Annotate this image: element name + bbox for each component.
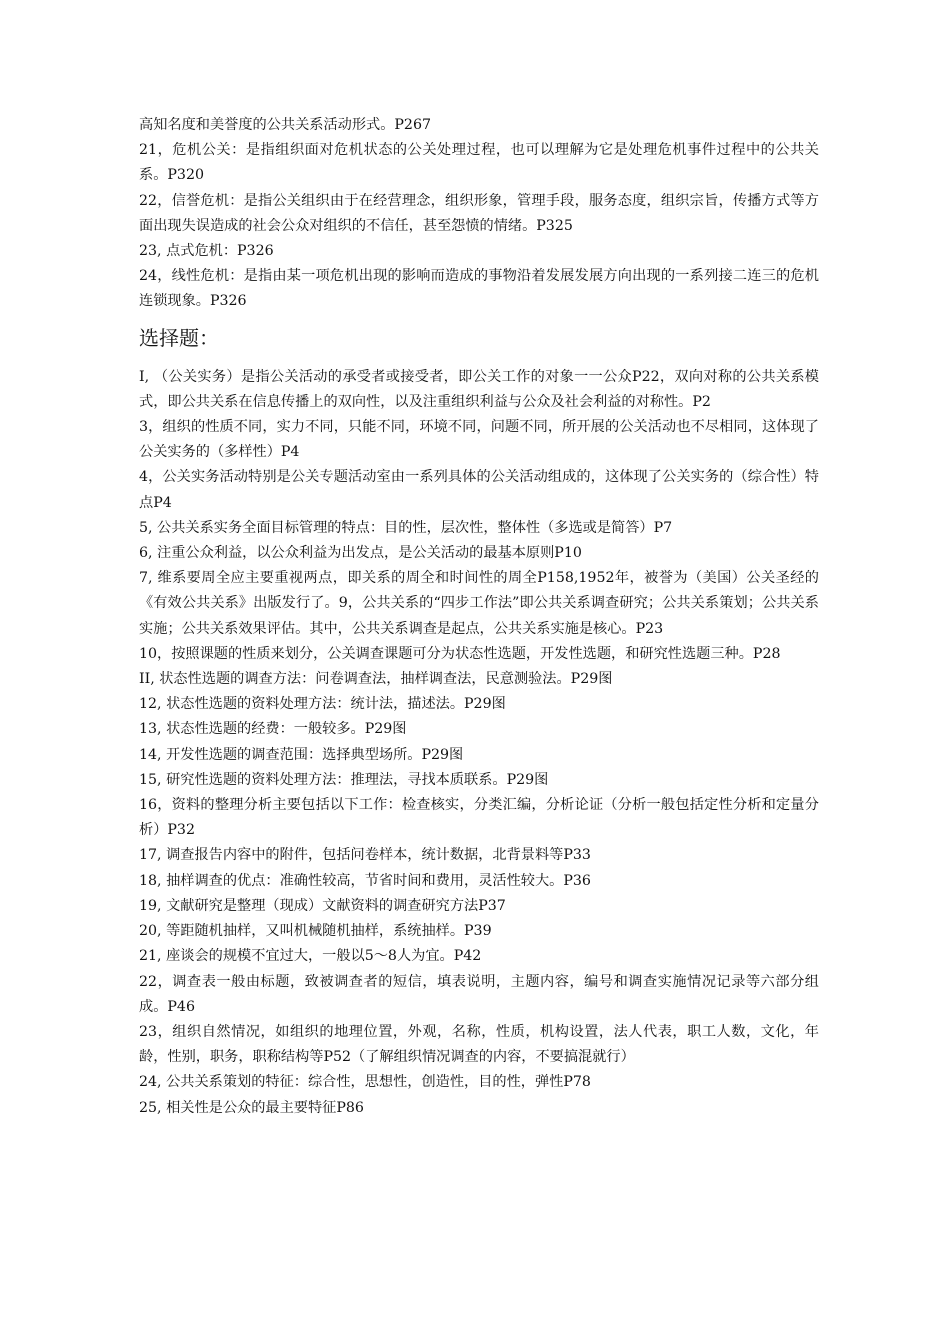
choice-item-14: 18, 抽样调查的优点：准确性较高，节省时间和费用，灵活性较大。P36 <box>139 872 591 889</box>
choice-item-7: II, 状态性选题的调查方法：问卷调查法，抽样调查法，民意测验法。P29图 <box>139 671 613 688</box>
choice-item-1: 3，组织的性质不同，实力不同，只能不同，环境不同，问题不同，所开展的公关活动也不尽相同，这体现了公关实务的（多样性）P4 <box>139 419 819 461</box>
choice-item-12: 16，资料的整理分析主要包括以下工作：检查核实，分类汇编，分析论证（分析一般包括定性分析和定量分析）P32 <box>139 797 819 839</box>
choice-item-9: 13, 状态性选题的经费：一般较多。P29图 <box>139 721 407 738</box>
section-heading-choice: 选择题： <box>139 325 219 350</box>
choice-item-4: 6, 注重公众利益，以公众利益为出发点，是公关活动的最基本原则P10 <box>139 545 582 562</box>
choice-item-17: 21, 座谈会的规模不宜过大，一般以5〜8人为宜。P42 <box>139 948 482 965</box>
choice-item-10: 14, 开发性选题的调查范围：选择典型场所。P29图 <box>139 746 464 763</box>
choice-item-0: I, （公关实务）是指公关活动的承受者或接受者，即公关工作的对象一一公众P22，双向对称的公共关系模式，即公共关系在信息传播上的双向性，以及注重组织利益与公众及社会利益的对称性。P2 <box>139 368 819 410</box>
choice-item-15: 19, 文献研究是整理（现成）文献资料的调查研究方法P37 <box>139 897 506 914</box>
choice-item-8: 12, 状态性选题的资料处理方法：统计法，描述法。P29图 <box>139 696 506 713</box>
paragraph-top-0: 高知名度和美誉度的公共关系活动形式。P267 <box>139 117 432 133</box>
choice-item-20: 24, 公共关系策划的特征：综合性，思想性，创造性，目的性，弹性P78 <box>139 1074 591 1091</box>
choice-item-18: 22，调查表一般由标题，致被调查者的短信，填表说明，主题内容，编号和调查实施情况记录等六部分组成。P46 <box>139 973 819 1015</box>
choice-item-5: 7, 维系要周全应主要重视两点，即关系的周全和时间性的周全P158,1952年，被誉为（美国）公关圣经的《有效公共关系》出版发行了。9，公共关系的“四步工作法”即公共关系调查研究；公共关系策划；公共关系实施；公共关系效果评估。其中，公共关系调查是起点，公共关系实施是核心。P23 <box>139 570 819 637</box>
paragraph-top-1: 21，危机公关：是指组织面对危机状态的公关处理过程，也可以理解为它是处理危机事件过程中的公共关系。P320 <box>139 142 819 184</box>
choice-item-16: 20, 等距随机抽样，又叫机械随机抽样，系统抽样。P39 <box>139 923 492 940</box>
choice-item-13: 17, 调查报告内容中的附件，包括问卷样本，统计数据，北背景料等P33 <box>139 847 591 864</box>
choice-section <box>139 365 819 1121</box>
choice-item-11: 15, 研究性选题的资料处理方法：推理法，寻找本质联系。P29图 <box>139 771 549 788</box>
paragraph-top-3: 23, 点式危机：P326 <box>139 243 274 260</box>
choice-item-19: 23，组织自然情况，如组织的地理位置，外观，名称，性质，机构设置，法人代表，职工人数，文化，年龄，性别，职务，职称结构等P52（了解组织情况调查的内容，不要搞混就行） <box>139 1023 819 1066</box>
choice-item-21: 25, 相关性是公众的最主要特征P86 <box>139 1099 364 1116</box>
paragraph-top-2: 22，信誉危机：是指公关组织由于在经营理念，组织形象，管理手段，服务态度，组织宗旨，传播方式等方面出现失误造成的社会公众对组织的不信任，甚至怨愤的情绪。P325 <box>139 192 819 234</box>
choice-item-3: 5, 公共关系实务全面目标管理的特点：目的性，层次性，整体性（多选或是简答）P7 <box>139 519 673 536</box>
paragraph-top-4: 24，线性危机：是指由某一项危机出现的影响而造成的事物沿着发展发展方向出现的一系列接二连三的危机连锁现象。P326 <box>139 268 819 310</box>
definitions-section <box>139 113 819 315</box>
choice-item-2: 4，公关实务活动特别是公关专题活动室由一系列具体的公关活动组成的，这体现了公关实务的（综合性）特点P4 <box>139 469 819 511</box>
document-page <box>139 113 819 1121</box>
choice-item-6: 10，按照课题的性质来划分，公关调查课题可分为状态性选题，开发性选题，和研究性选题三种。P28 <box>139 645 781 662</box>
